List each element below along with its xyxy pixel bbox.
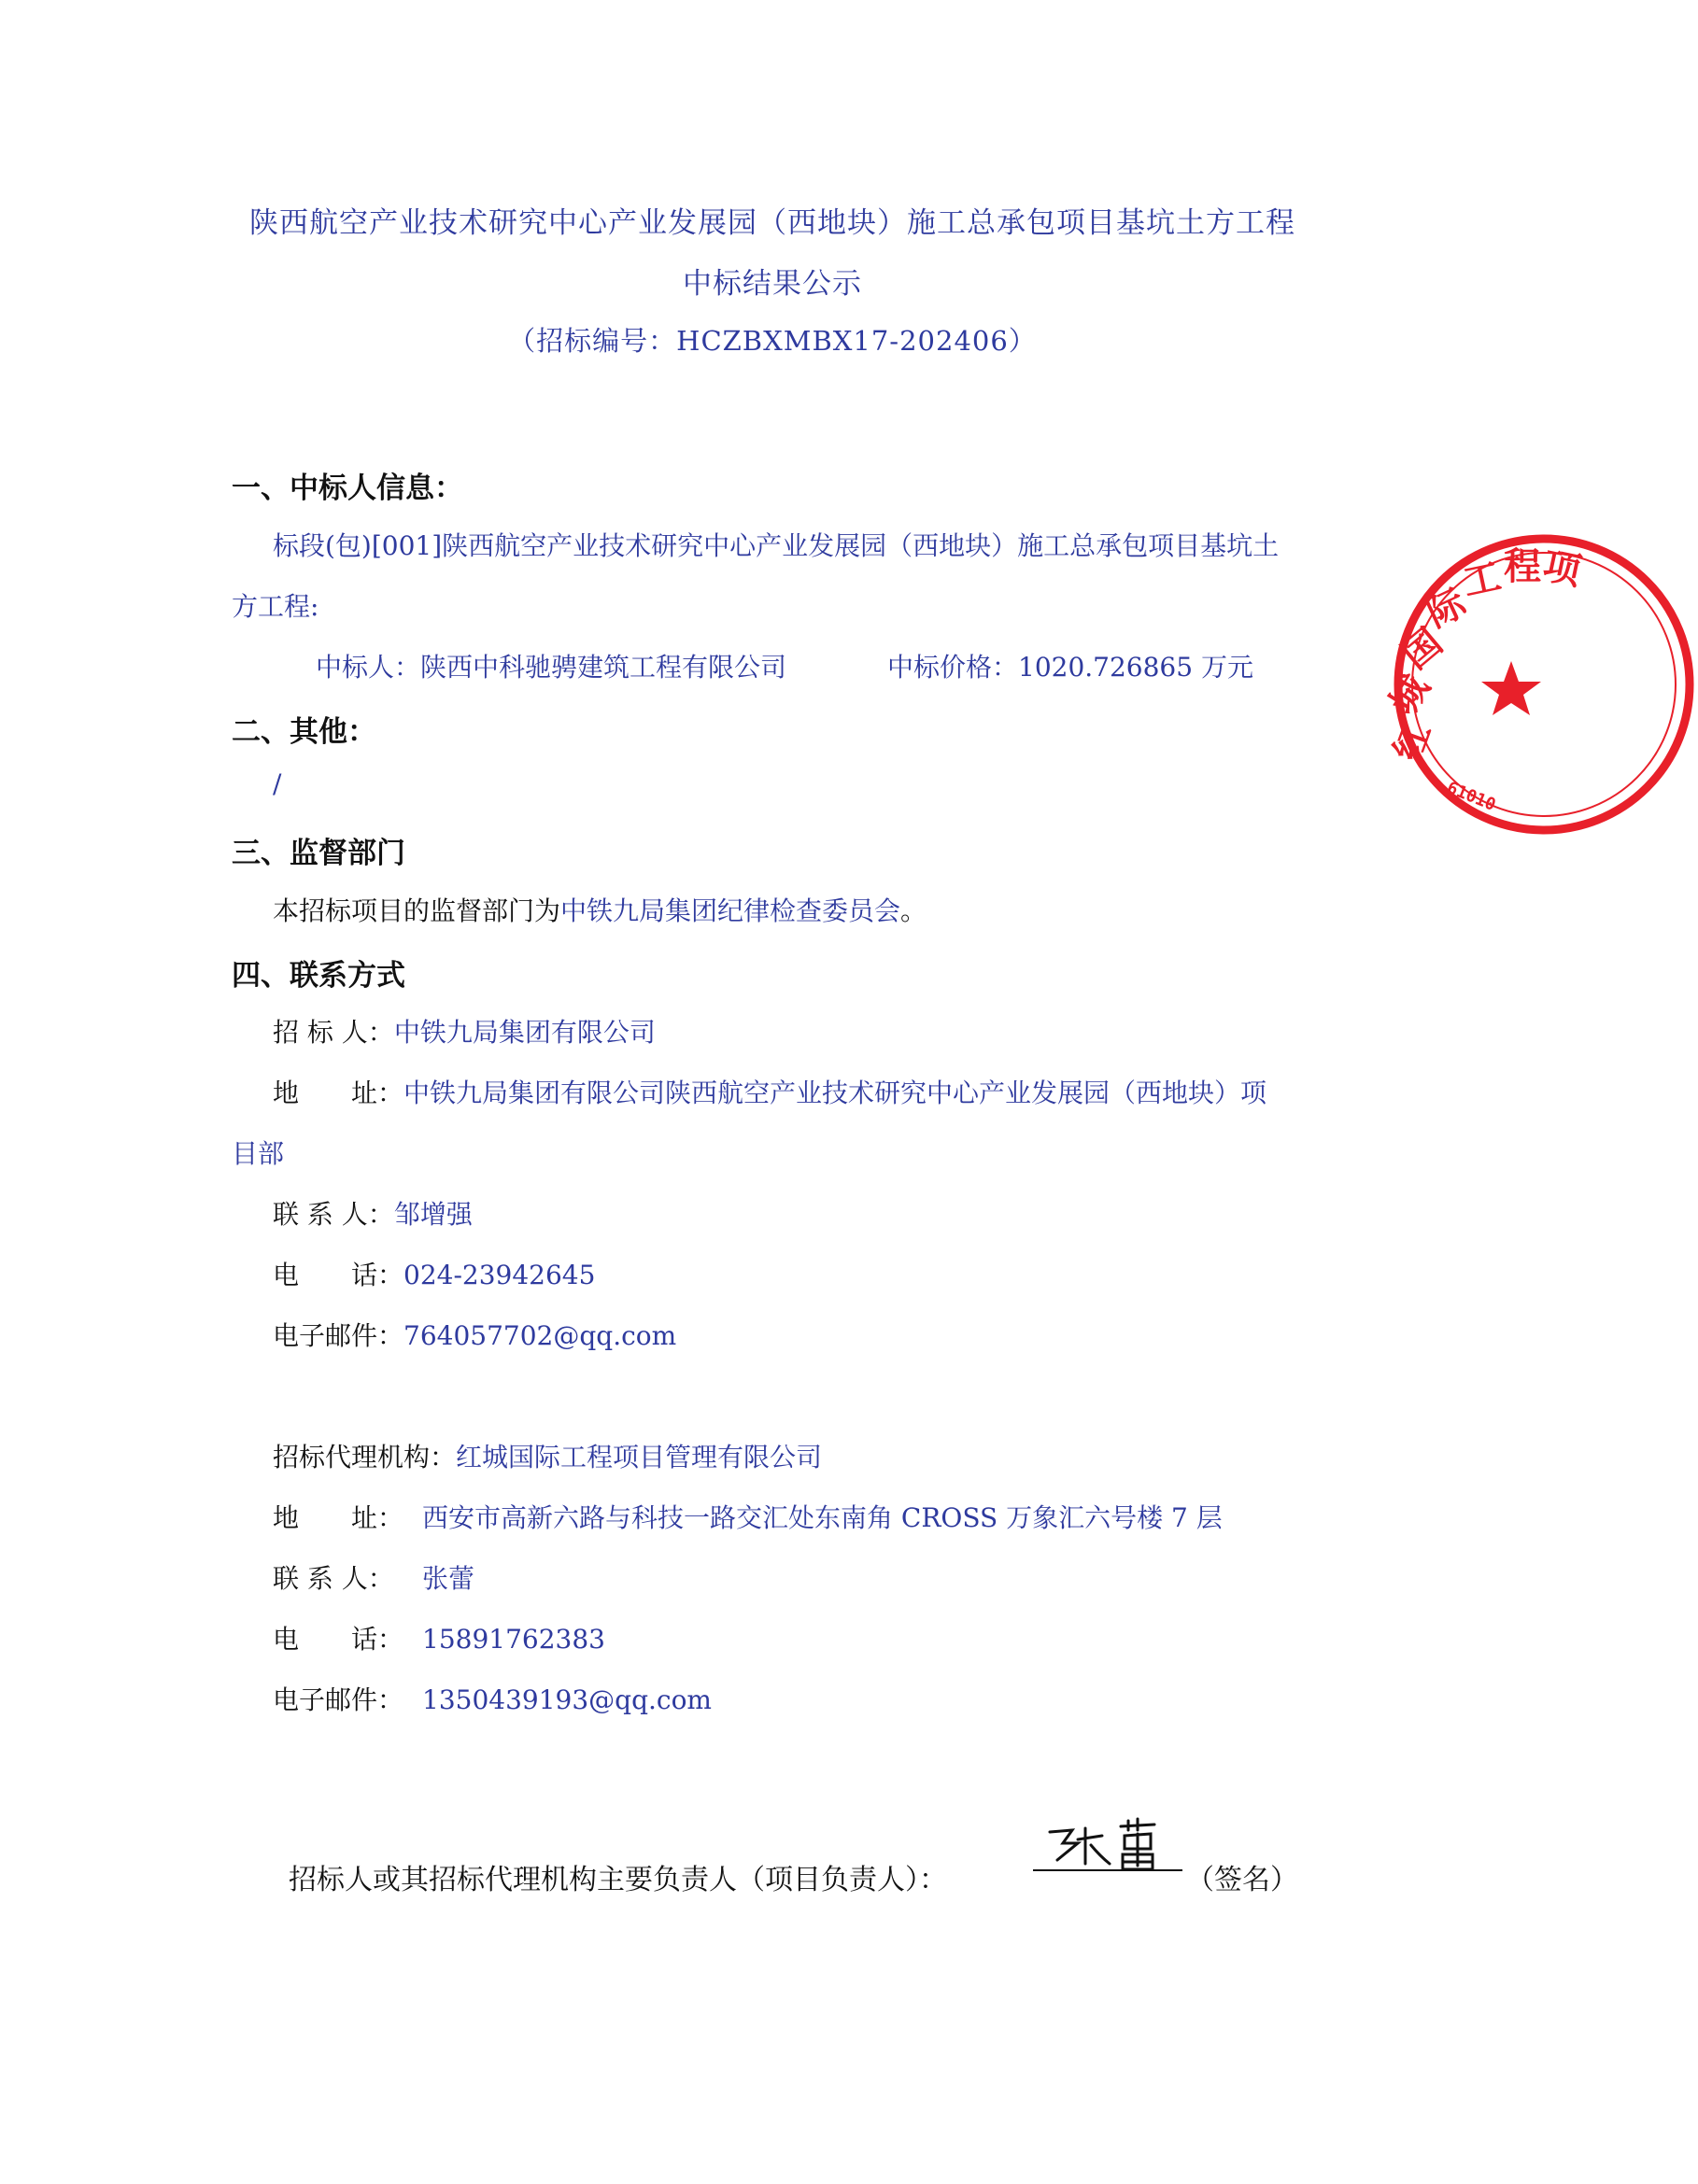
document-title-line1: 陕西航空产业技术研究中心产业发展园（西地块）施工总承包项目基坑土方工程 — [249, 206, 1295, 240]
signature-suffix: （签名） — [1186, 1864, 1298, 1896]
agency-name: 红城国际工程项目管理有限公司 — [456, 1442, 823, 1472]
agency-email-row — [273, 1680, 712, 1717]
agency-address-label: 地 址： — [273, 1502, 404, 1533]
signature-underline — [1033, 1869, 1182, 1871]
winner-name: 陕西中科驰骋建筑工程有限公司 — [420, 652, 787, 683]
handwritten-signature — [1044, 1811, 1184, 1877]
price-value: 1020.726865 万元 — [1018, 652, 1253, 683]
tenderer-email[interactable]: 764057702@qq.com — [403, 1320, 677, 1351]
agency-name-label: 招标代理机构： — [273, 1442, 457, 1472]
price-row — [887, 647, 1253, 684]
section-heading-contact: 四、联系方式 — [232, 959, 405, 993]
agency-address-row — [273, 1498, 1223, 1535]
tenderer-email-label: 电子邮件： — [273, 1320, 404, 1351]
svg-text:国: 国 — [1394, 620, 1451, 678]
supervision-suffix: 。 — [900, 895, 927, 926]
price-label: 中标价格： — [887, 652, 1019, 683]
tenderer-phone: 024-23942645 — [403, 1260, 596, 1290]
signature-label: 招标人或其招标代理机构主要负责人（项目负责人）： — [289, 1864, 947, 1896]
tenderer-address-line2: 目部 — [232, 1138, 285, 1169]
winner-row — [316, 647, 786, 684]
agency-address: 西安市高新六路与科技一路交汇处东南角 CROSS 万象汇六号楼 7 层 — [422, 1502, 1223, 1533]
agency-contact-label: 联 系 人： — [273, 1563, 394, 1594]
agency-name-row — [273, 1437, 822, 1474]
svg-text:61010: 61010 — [1444, 778, 1499, 815]
agency-contact-row — [273, 1558, 474, 1596]
svg-text:工: 工 — [1459, 555, 1506, 605]
tenderer-address-label: 地 址： — [273, 1078, 404, 1108]
svg-text:际: 际 — [1420, 581, 1473, 637]
tenderer-name-label: 招 标 人： — [273, 1017, 394, 1048]
tenderer-contact-label: 联 系 人： — [273, 1199, 394, 1230]
agency-phone-row — [273, 1619, 605, 1656]
svg-text:城: 城 — [1381, 668, 1438, 723]
section-heading-supervision: 三、监督部门 — [232, 837, 405, 870]
agency-email[interactable]: 1350439193@qq.com — [422, 1684, 712, 1715]
agency-email-label: 电子邮件： — [273, 1684, 404, 1715]
winner-label: 中标人： — [316, 652, 421, 683]
bid-number: （招标编号：HCZBXMBX17-202406） — [508, 325, 1037, 357]
handwritten-signature-icon — [1044, 1811, 1184, 1877]
tenderer-address-row — [273, 1073, 1266, 1110]
document-title-line2: 中标结果公示 — [683, 267, 862, 301]
supervision-text — [273, 891, 927, 928]
svg-text:红: 红 — [1386, 717, 1440, 768]
lot-description-line1: 标段(包)[001]陕西航空产业技术研究中心产业发展园（西地块）施工总承包项目基坑土 — [273, 530, 1280, 561]
official-stamp — [1381, 530, 1585, 838]
supervision-dept: 中铁九局集团纪律检查委员会 — [560, 895, 901, 926]
tenderer-phone-label: 电 话： — [273, 1260, 404, 1290]
agency-phone: 15891762383 — [422, 1624, 605, 1655]
tenderer-contact-row — [273, 1194, 473, 1232]
other-content: / — [273, 768, 282, 799]
lot-description-line2: 方工程: — [232, 591, 319, 622]
official-seal-icon — [1381, 530, 1698, 838]
agency-phone-label: 电 话： — [273, 1624, 404, 1655]
tenderer-phone-row — [273, 1255, 595, 1292]
tenderer-address-line1: 中铁九局集团有限公司陕西航空产业技术研究中心产业发展园（西地块）项 — [403, 1078, 1267, 1108]
supervision-prefix: 本招标项目的监督部门为 — [273, 895, 561, 926]
agency-contact: 张蕾 — [422, 1563, 475, 1594]
svg-text:程: 程 — [1504, 545, 1541, 588]
section-heading-other: 二、其他： — [232, 715, 376, 749]
tenderer-email-row — [273, 1316, 676, 1353]
tenderer-name: 中铁九局集团有限公司 — [393, 1017, 656, 1048]
tenderer-contact: 邹增强 — [393, 1199, 473, 1230]
tenderer-name-row — [273, 1012, 656, 1050]
svg-text:项: 项 — [1538, 543, 1585, 595]
section-heading-winner-info: 一、中标人信息： — [232, 472, 463, 505]
